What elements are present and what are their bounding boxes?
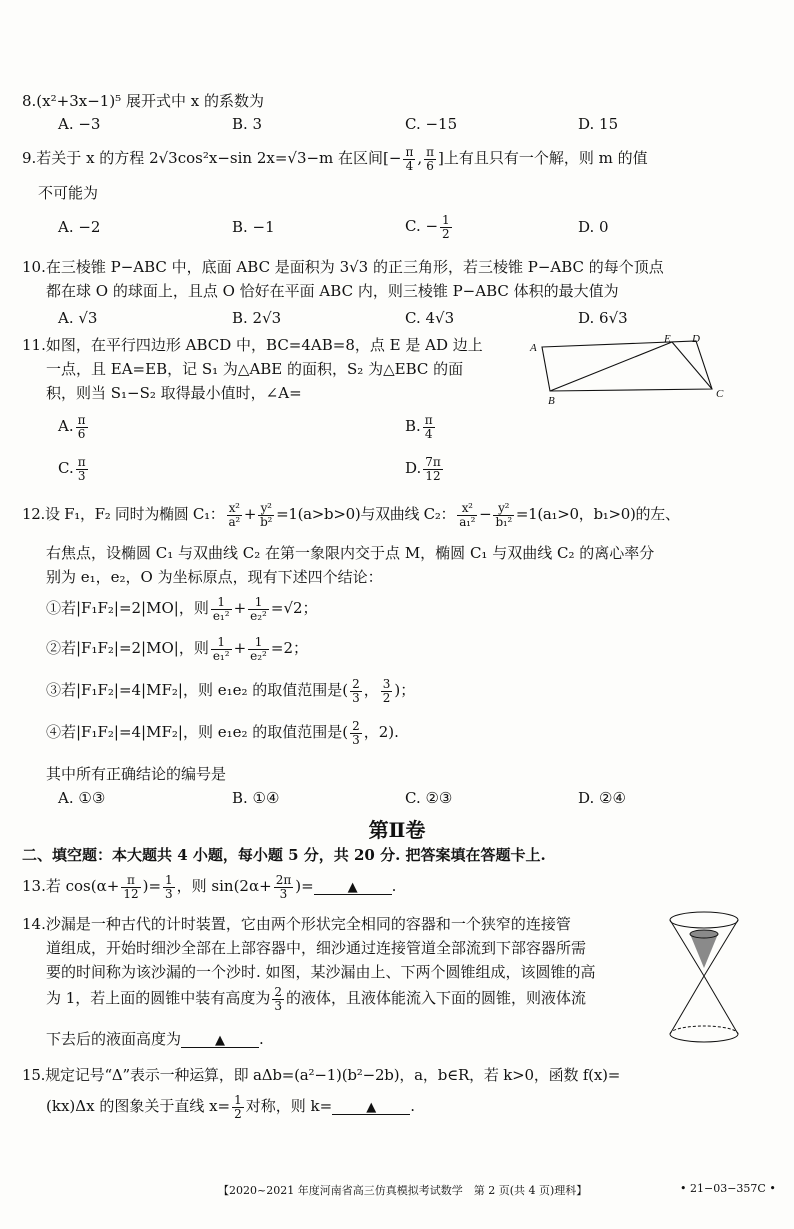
q10-option-a: A. √3 [58, 309, 98, 327]
q14-line1: 14.沙漏是一种古代的计时装置，它由两个形状完全相同的容器和一个狭窄的连接管 [22, 915, 571, 933]
section-title: 第Ⅱ卷 [368, 818, 426, 842]
q9-stem-line2: 不可能为 [38, 184, 99, 202]
q8-stem: 8.(x²+3x−1)⁵ 展开式中 x 的系数为 [22, 92, 264, 110]
q8-option-b: B. 3 [232, 115, 263, 133]
q9-option-d: D. 0 [578, 218, 609, 236]
parallelogram-figure [528, 333, 728, 405]
q11-option-d: D. $\frac{7\pi}{12}$ [405, 455, 441, 483]
q14-line3: 要的时间称为该沙漏的一个沙时. 如图，某沙漏由上、下两个圆锥组成，该圆锥的高 [46, 963, 596, 981]
q10-option-b: B. 2√3 [232, 309, 282, 327]
q12-statement-3: ③若|F₁F₂|=4|MF₂|，则 e₁e₂ 的取值范围是( $\frac{2}{3}$ ， $\frac{3}{2}$ )； [46, 677, 416, 705]
footer-code: • 21−03−357C • [680, 1182, 776, 1195]
q12-option-b: B. ①④ [232, 789, 280, 807]
bottom-base-front [670, 1034, 738, 1042]
q10-option-c: C. 4√3 [405, 309, 455, 327]
q10-line1: 10.在三棱锥 P−ABC 中，底面 ABC 是面积为 3√3 的正三角形，若三棱锥 P−ABC 的每个顶点 [22, 258, 664, 276]
q8-option-d: D. 15 [578, 115, 619, 133]
lower-cone-right [704, 976, 738, 1034]
q11-option-c: C. $\frac{\pi}{3}$ [58, 455, 86, 483]
top-base-ellipse [670, 912, 738, 928]
q12-question: 其中所有正确结论的编号是 [46, 765, 227, 783]
q12-statement-2: ②若|F₁F₂|=2|MO|，则 $\frac{1}{\text{e₁²}}$ + $\frac{1}{\text{e₂²}}$ =2； [46, 635, 308, 663]
q12-option-a: A. ①③ [58, 789, 106, 807]
segment-ec [672, 342, 712, 389]
q15-line2: (kx)Δx 的图象关于直线 x= $\frac{1}{2}$ 对称，则 k= ▲ . [46, 1093, 415, 1121]
section2-heading: 二、填空题：本大题共 4 小题，每小题 5 分，共 20 分. 把答案填在答题卡上. [22, 846, 546, 864]
q13-answer-blank[interactable]: ▲ [314, 881, 392, 895]
q12-line2: 右焦点，设椭圆 C₁ 与双曲线 C₂ 在第一象限内交于点 M，椭圆 C₁ 与双曲线 C₂ 的离心率分 [46, 544, 655, 562]
bottom-base-back [670, 1026, 738, 1034]
q12-line3: 别为 e₁，e₂，O 为坐标原点，现有下述四个结论： [46, 568, 383, 586]
lower-cone-left [670, 976, 704, 1034]
q15-answer-blank[interactable]: ▲ [332, 1101, 410, 1115]
footer-exam-info: 【2020~2021 年度河南省高三仿真模拟考试数学 第 2 页(共 4 页)理科】 [218, 1184, 588, 1197]
q11-line1: 11.如图，在平行四边形 ABCD 中，BC=4AB=8，点 E 是 AD 边上 [22, 336, 483, 354]
q9-frac-1: $\frac{\pi}{4}$ [405, 145, 414, 173]
q12-statement-4: ④若|F₁F₂|=4|MF₂|，则 e₁e₂ 的取值范围是( $\frac{2}{3}$ ，2). [46, 719, 399, 747]
q10-option-d: D. 6√3 [578, 309, 628, 327]
q14-answer-blank[interactable]: ▲ [181, 1034, 259, 1048]
segment-be [550, 342, 672, 391]
sand-fill [690, 934, 718, 968]
label-b: B [548, 395, 555, 405]
q13-stem: 13.若 cos(α+ $\frac{\pi}{12}$ )= $\frac{1}{3}$ ，则 sin(2α+ $\frac{2\pi}{3}$ )= ▲ . [22, 873, 397, 901]
q11-option-b: B. $\frac{\pi}{4}$ [405, 413, 433, 441]
label-a: A [530, 342, 537, 354]
label-e: E [664, 333, 671, 345]
q12-statement-1: ①若|F₁F₂|=2|MO|，则 $\frac{1}{\text{e₁²}}$ + $\frac{1}{\text{e₂²}}$ =√2； [46, 595, 318, 623]
q11-line3: 积，则当 S₁−S₂ 取得最小值时，∠A= [46, 384, 302, 402]
q12-option-c: C. ②③ [405, 789, 453, 807]
q9-option-a: A. −2 [58, 218, 101, 236]
q15-line1: 15.规定记号“Δ”表示一种运算，即 aΔb=(a²−1)(b²−2b)，a，b∈R，若 k>0，函数 f(x)= [22, 1066, 621, 1084]
label-c: C [716, 388, 724, 400]
q11-option-a: A. $\frac{\pi}{6}$ [58, 413, 86, 441]
q14-line5: 下去后的液面高度为 ▲ . [46, 1030, 264, 1048]
q9-option-b: B. −1 [232, 218, 275, 236]
q12-option-d: D. ②④ [578, 789, 626, 807]
q10-line2: 都在球 O 的球面上，且点 O 恰好在平面 ABC 内，则三棱锥 P−ABC 体积的最大值为 [46, 282, 619, 300]
q9-stem: 9.若关于 x 的方程 2√3cos²x−sin 2x=√3−m 在区间[− $\frac{\pi}{4}$ , $\frac{\pi}{6}$ ]上有且只有一个解，则 m 的值 [22, 145, 648, 173]
q14-line4: 为 1，若上面的圆锥中装有高度为 $\frac{2}{3}$ 的液体，且液体能流入下面的圆锥，则液体流 [46, 985, 586, 1013]
q14-line2: 道组成，开始时细沙全部在上部容器中，细沙通过连接管道全部流到下部容器所需 [46, 939, 587, 957]
q9-option-c: C. − $\frac{1}{2}$ [405, 213, 450, 241]
q9-frac-2: $\frac{\pi}{6}$ [426, 145, 435, 173]
q8-option-c: C. −15 [405, 115, 458, 133]
sand-surface-ellipse [690, 930, 718, 938]
q12-line1: 12.设 F₁，F₂ 同时为椭圆 C₁： $\frac{\text{x²}}{\text{a²}}$ + $\frac{\text{y²}}{\text{b²}}$ =1(a>b>0)与双曲线 C₂： $\frac{\text{x²}}{\text{a₁²}}$ − $\frac{\text{y²}}{\text{b₁²}}$ =1(a₁>0，b₁>0)的左、 [22, 501, 680, 529]
q11-line2: 一点，且 EA=EB，记 S₁ 为△ABE 的面积，S₂ 为△EBC 的面 [46, 360, 464, 378]
q8-option-a: A. −3 [58, 115, 101, 133]
label-d: D [692, 333, 700, 345]
hourglass-figure [664, 906, 744, 1056]
